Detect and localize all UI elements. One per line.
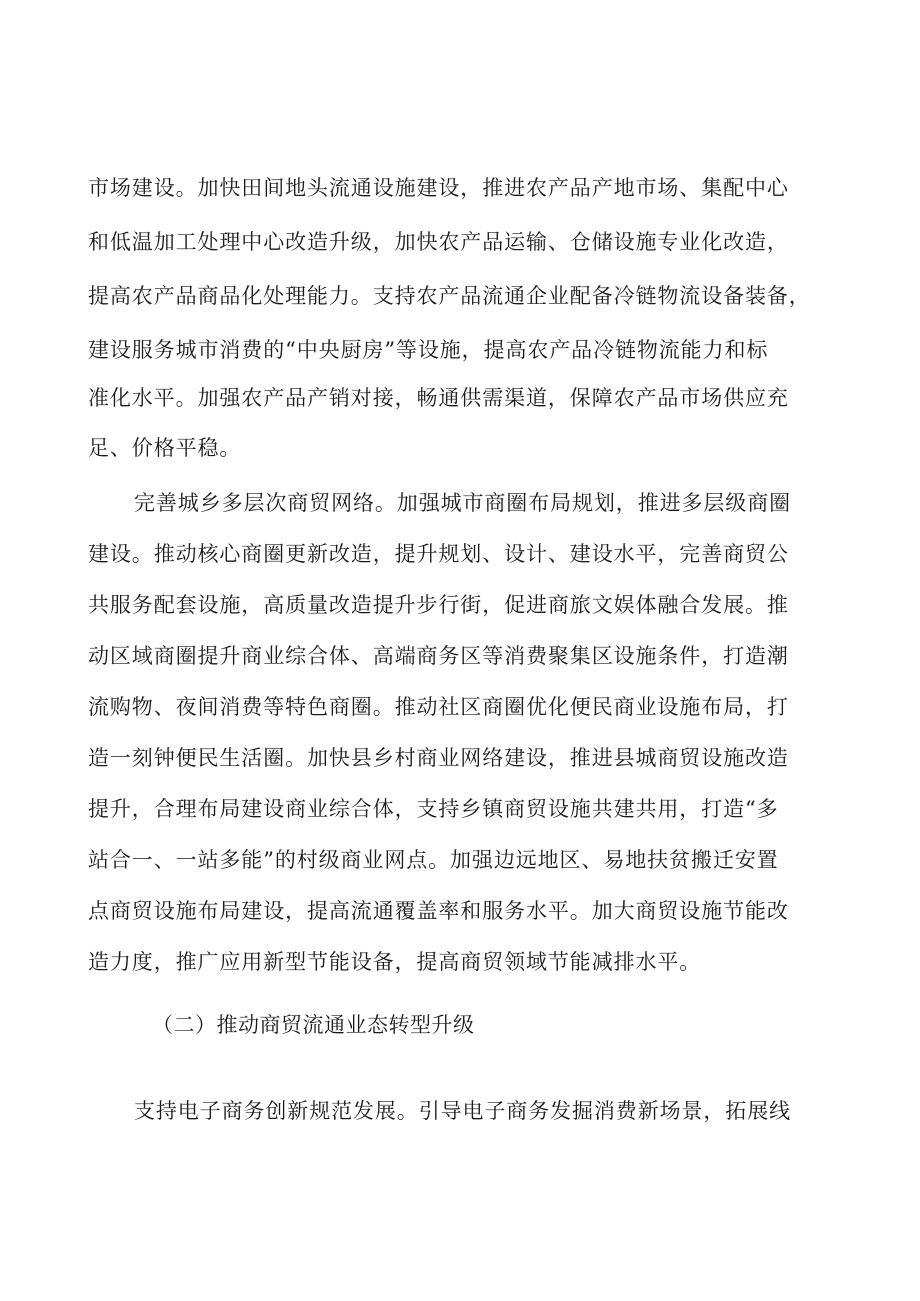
paragraph-line: 造力度，推广应用新型节能设备，提高商贸领域节能减排水平。: [88, 950, 702, 974]
paragraph-line: 共服务配套设施，高质量改造提升步行街，促进商旅文娱体融合发展。推: [88, 593, 789, 617]
paragraph-line: 准化水平。加强农产品产销对接，畅通供需渠道，保障农产品市场供应充: [88, 386, 789, 410]
paragraph-line: 市场建设。加快田间地头流通设施建设，推进农产品产地市场、集配中心: [88, 176, 789, 200]
paragraph-line: 完善城乡多层次商贸网络。加强城市商圈布局规划，推进多层级商圈: [134, 491, 791, 515]
paragraph-line: 提升，合理布局建设商业综合体，支持乡镇商贸设施共建共用，打造“多: [88, 797, 779, 821]
paragraph-line: 提高农产品商品化处理能力。支持农产品流通企业配备冷链物流设备装备，: [88, 284, 811, 308]
section-heading: （二）推动商贸流通业态转型升级: [152, 1013, 475, 1037]
paragraph-line: 动区域商圈提升商业综合体、高端商务区等消费聚集区设施条件，打造潮: [88, 644, 789, 668]
paragraph-line: 建设。推动核心商圈更新改造，提升规划、设计、建设水平，完善商贸公: [88, 542, 789, 566]
paragraph-line: 支持电子商务创新规范发展。引导电子商务发掘消费新场景，拓展线: [134, 1099, 791, 1123]
paragraph-line: 站合一、一站多能”的村级商业网点。加强边远地区、易地扶贫搬迁安置: [88, 848, 779, 872]
paragraph-line: 足、价格平稳。: [88, 436, 242, 460]
paragraph-line: 建设服务城市消费的“中央厨房”等设施，提高农产品冷链物流能力和标: [88, 338, 769, 362]
paragraph-line: 和低温加工处理中心改造升级，加快农产品运输、仓储设施专业化改造，: [88, 230, 789, 254]
paragraph-line: 点商贸设施布局建设，提高流通覆盖率和服务水平。加大商贸设施节能改: [88, 899, 789, 923]
paragraph-line: 造一刻钟便民生活圈。加快县乡村商业网络建设，推进县城商贸设施改造: [88, 746, 789, 770]
paragraph-line: 流购物、夜间消费等特色商圈。推动社区商圈优化便民商业设施布局，打: [88, 695, 789, 719]
